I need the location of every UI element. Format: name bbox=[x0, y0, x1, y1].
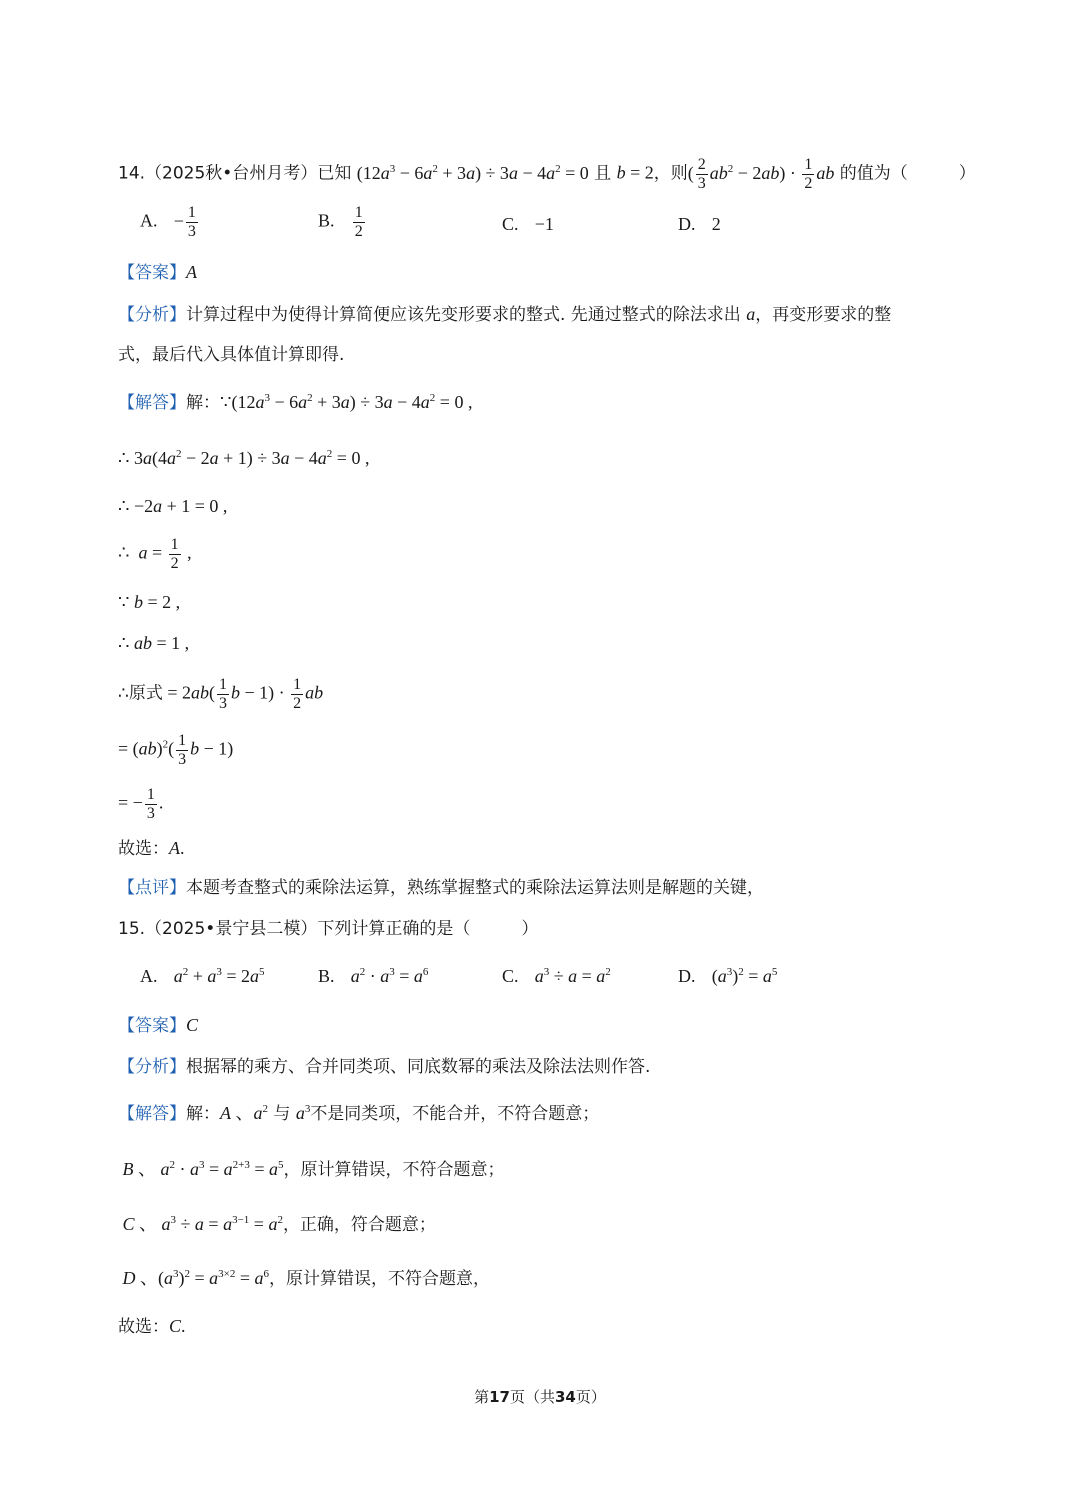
q14-option-b: B. $\frac{1}{2}$ bbox=[318, 204, 363, 240]
total-page-count: 34 bbox=[555, 1388, 576, 1406]
q15-solution: 【解答】解：A 、$a^2$ 与 $a^3$不是同类项，不能合并，不符合题意； bbox=[118, 1103, 600, 1124]
q15-stem: 15.（2025•景宁县二模）下列计算正确的是（ ） bbox=[118, 919, 539, 939]
page-footer: 第17页（共34页） bbox=[474, 1388, 606, 1406]
q14-choose: 故选：A. bbox=[118, 838, 185, 859]
q14-stem: 14.（2025秋•台州月考）已知 $(12a^3 - 6a^2 + 3a) \div 3a - 4a^2 = 0$ 且 b = 2，则( $\frac{2}{3}$ $ab^2 - 2ab$) · $\frac{1}{2}$ ab 的值为（ ） bbox=[118, 156, 976, 192]
q14-step-8: = − $\frac{1}{3}$ . bbox=[118, 786, 164, 822]
q14-number: 14. bbox=[118, 163, 146, 184]
q14-options bbox=[140, 204, 900, 244]
q15-analysis: 【分析】根据幂的乘方、合并同类项、同底数幂的乘法及除法法则作答. bbox=[118, 1057, 651, 1077]
q14-solution: 【解答】解：$\because(12a^3 - 6a^2 + 3a) \div 3a - 4a^2 = 0$ , bbox=[118, 392, 473, 413]
q14-step-2: ∴ −2a + 1 = 0 , bbox=[118, 496, 228, 516]
q14-b-value: b = 2 bbox=[616, 162, 654, 183]
current-page-number: 17 bbox=[489, 1388, 510, 1406]
q14-review: 【点评】本题考查整式的乘除法运算，熟练掌握整式的乘除法运算法则是解题的关键， bbox=[118, 878, 764, 898]
q14-step-1: ∴ $3a(4a^2 - 2a + 1) \div 3a - 4a^2 = 0$ , bbox=[118, 448, 370, 468]
q15-option-d: D. $(a^3)^2 = a^5$ bbox=[678, 966, 778, 986]
q14-step-4: ∵ b = 2 , bbox=[118, 592, 181, 612]
q14-option-d: D. 2 bbox=[678, 214, 721, 234]
q14-analysis-cont: 式，最后代入具体值计算即得. bbox=[118, 345, 345, 365]
q15-choose: 故选：C. bbox=[118, 1316, 186, 1337]
q15-source: （2025•景宁县二模） bbox=[145, 919, 318, 939]
q14-option-a: A. − $\frac{1}{3}$ bbox=[140, 204, 196, 240]
q14-analysis: 【分析】计算过程中为使得计算简便应该先变形要求的整式. 先通过整式的除法求出 a，再变形要求的整 bbox=[118, 304, 892, 325]
q14-given-equation: $(12a^3 - 6a^2 + 3a) \div 3a - 4a^2 = 0$ bbox=[356, 162, 589, 183]
q14-step-3: ∴ a = $\frac{1}{2}$ , bbox=[118, 536, 192, 572]
q15-number: 15. bbox=[118, 919, 146, 939]
q14-source: （2025秋•台州月考） bbox=[145, 163, 318, 184]
q15-solution-c: C 、 $a^3 \div a = a^{3-1} = a^2$，正确，符合题意； bbox=[122, 1214, 436, 1235]
q15-answer: 【答案】C bbox=[118, 1015, 199, 1036]
q15-solution-b: B 、 $a^2 \cdot a^3 = a^{2+3} = a^5$，原计算错误，不符合题意； bbox=[122, 1159, 505, 1180]
q15-solution-d: D 、$(a^3)^2 = a^{3\times 2} = a^6$，原计算错误，不符合题意， bbox=[122, 1268, 491, 1289]
q14-step-6: ∴原式 = 2ab( $\frac{1}{3}$ b − 1) · $\frac{1}{2}$ ab bbox=[118, 676, 324, 712]
q14-target-expression: ( $\frac{2}{3}$ $ab^2 - 2ab$) · $\frac{1}{2}$ ab bbox=[687, 156, 835, 192]
q14-step-5: ∴ ab = 1 , bbox=[118, 633, 190, 653]
q14-step-7: = (ab)$^2$( $\frac{1}{3}$ b − 1) bbox=[118, 732, 234, 768]
q15-options bbox=[140, 966, 900, 1006]
q15-option-c: C. $a^3 \div a = a^2$ bbox=[502, 966, 611, 986]
q14-option-c: C. −1 bbox=[502, 214, 554, 234]
q15-option-a: A. $a^2 + a^3 = 2a^5$ bbox=[140, 966, 265, 986]
q15-option-b: B. $a^2 \cdot a^3 = a^6$ bbox=[318, 966, 429, 986]
q14-answer: 【答案】A bbox=[118, 262, 197, 283]
